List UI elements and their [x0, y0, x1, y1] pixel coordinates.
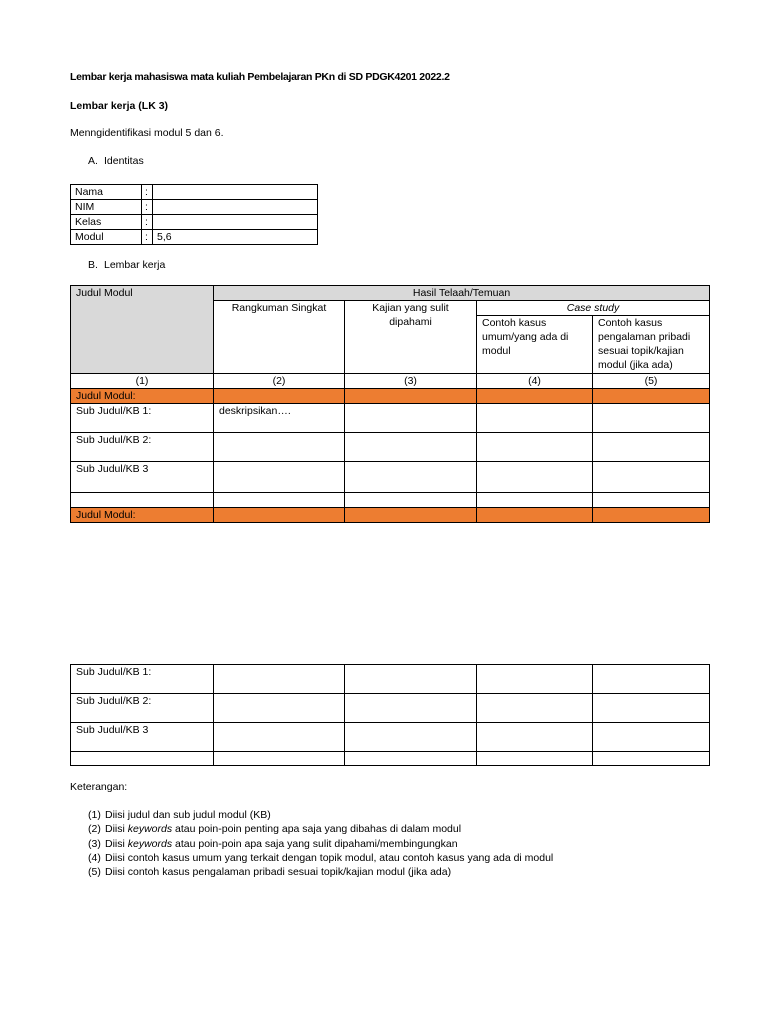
list-item-marker: (1) [88, 809, 101, 821]
identity-row-modul [71, 230, 318, 245]
list-item-text: Diisi [105, 823, 128, 836]
list-item-marker: (2) [88, 823, 101, 836]
list-item-marker: (5) [88, 866, 101, 879]
table-cell [345, 433, 477, 462]
table-cell [214, 752, 345, 766]
table-cell [345, 694, 477, 723]
worksheet-table [70, 285, 710, 523]
table-row [71, 462, 710, 493]
column-number: (5) [593, 374, 710, 389]
table-row [71, 493, 710, 508]
table-cell [593, 462, 710, 493]
header-case-personal: Contoh kasus pengalaman pribadi sesuai topik/kajian modul (jika ada) [593, 316, 710, 374]
table-cell [477, 493, 593, 508]
identity-separator: : [142, 230, 153, 245]
table-cell [593, 723, 710, 752]
header-findings: Hasil Telaah/Temuan [214, 286, 710, 301]
identity-value [153, 185, 318, 200]
table-row [71, 694, 710, 723]
module-title-cell [345, 508, 477, 523]
section-a-marker: A. [88, 155, 98, 167]
table-cell [477, 462, 593, 493]
worksheet-header-row [71, 286, 710, 301]
list-item-marker: (4) [88, 851, 101, 864]
identity-row-nama [71, 185, 318, 200]
identity-label: Nama [71, 185, 142, 200]
summary-cell [214, 433, 345, 462]
identity-label: NIM [71, 200, 142, 215]
header-summary: Rangkuman Singkat [214, 301, 345, 374]
identity-value [153, 200, 318, 215]
header-difficult: Kajian yang sulit dipahami [345, 301, 477, 374]
sub-title-cell [71, 493, 214, 508]
section-b-heading: Lembar kerja [104, 259, 166, 271]
table-cell [214, 723, 345, 752]
table-row [71, 752, 710, 766]
identity-separator: : [142, 215, 153, 230]
module-title-cell [214, 389, 345, 404]
table-cell [345, 752, 477, 766]
list-item-text: Diisi contoh kasus umum yang terkait dengan topik modul, atau contoh kasus yang ada di modul [105, 851, 554, 864]
list-item-emphasis: keywords [127, 837, 173, 850]
sub-title-cell: Sub Judul/KB 3 [71, 723, 214, 752]
column-number: (1) [71, 374, 214, 389]
list-item-text-rest: atau poin-poin penting apa saja yang dibahas di dalam modul [172, 823, 462, 836]
table-cell [593, 493, 710, 508]
module-title-cell [345, 389, 477, 404]
table-cell [477, 433, 593, 462]
identity-value: 5,6 [153, 230, 318, 245]
list-item [88, 837, 553, 851]
table-cell [345, 462, 477, 493]
identity-label: Modul [71, 230, 142, 245]
header-case-study: Case study [477, 301, 710, 316]
module-title-label: Judul Modul: [71, 389, 214, 404]
notes-list [88, 808, 553, 879]
sub-title-cell: Sub Judul/KB 3 [71, 462, 214, 493]
table-cell [345, 404, 477, 433]
table-row [71, 404, 710, 433]
table-cell [477, 665, 593, 694]
table-cell [477, 723, 593, 752]
summary-cell [214, 493, 345, 508]
document-intro: Menngidentifikasi modul 5 dan 6. [70, 127, 224, 139]
summary-cell: deskripsikan…. [214, 404, 345, 433]
list-item-emphasis: keywords [127, 823, 173, 836]
table-row [71, 723, 710, 752]
table-row [71, 433, 710, 462]
table-cell [345, 723, 477, 752]
list-item-text-rest: atau poin-poin apa saja yang sulit dipahami/membingungkan [172, 837, 458, 850]
identity-label: Kelas [71, 215, 142, 230]
module-title-label: Judul Modul: [71, 508, 214, 523]
module-title-cell [477, 389, 593, 404]
table-cell [593, 694, 710, 723]
section-b-marker: B. [88, 259, 98, 271]
list-item [88, 808, 553, 822]
list-item [88, 865, 553, 879]
list-item [88, 822, 553, 836]
document-subtitle: Lembar kerja (LK 3) [70, 100, 169, 112]
section-a-heading: Identitas [104, 155, 144, 167]
module-title-cell [593, 389, 710, 404]
table-cell [214, 665, 345, 694]
column-number: (2) [214, 374, 345, 389]
table-cell [593, 433, 710, 462]
list-item-text: Diisi contoh kasus pengalaman pribadi sesuai topik/kajian modul (jika ada) [105, 866, 452, 879]
identity-value [153, 215, 318, 230]
sub-title-cell: Sub Judul/KB 1: [71, 404, 214, 433]
module-title-cell [593, 508, 710, 523]
table-cell [345, 665, 477, 694]
table-cell [477, 404, 593, 433]
identity-separator: : [142, 185, 153, 200]
list-item-text: Diisi judul dan sub judul modul (KB) [105, 809, 271, 821]
table-row [71, 665, 710, 694]
module-title-row [71, 508, 710, 523]
module-title-row [71, 389, 710, 404]
table-cell [214, 694, 345, 723]
sub-title-cell: Sub Judul/KB 2: [71, 694, 214, 723]
table-cell [477, 752, 593, 766]
identity-table [70, 184, 318, 245]
header-module-title: Judul Modul [71, 286, 214, 374]
document-title: Lembar kerja mahasiswa mata kuliah Pembelajaran PKn di SD PDGK4201 2022.2 [70, 71, 450, 83]
list-item-marker: (3) [88, 837, 101, 850]
table-cell [593, 752, 710, 766]
table-cell [593, 404, 710, 433]
table-cell [593, 665, 710, 694]
column-number-row [71, 374, 710, 389]
identity-row-nim [71, 200, 318, 215]
list-item-text: Diisi [105, 837, 128, 850]
column-number: (3) [345, 374, 477, 389]
notes-heading: Keterangan: [70, 781, 128, 793]
summary-cell [214, 462, 345, 493]
module-title-cell [214, 508, 345, 523]
table-cell [477, 694, 593, 723]
worksheet-continuation-table [70, 664, 710, 766]
list-item [88, 851, 553, 865]
column-number: (4) [477, 374, 593, 389]
module-title-cell [477, 508, 593, 523]
table-cell [345, 493, 477, 508]
sub-title-cell: Sub Judul/KB 2: [71, 433, 214, 462]
identity-separator: : [142, 200, 153, 215]
sub-title-cell [71, 752, 214, 766]
header-case-general: Contoh kasus umum/yang ada di modul [477, 316, 593, 374]
identity-row-kelas [71, 215, 318, 230]
sub-title-cell: Sub Judul/KB 1: [71, 665, 214, 694]
